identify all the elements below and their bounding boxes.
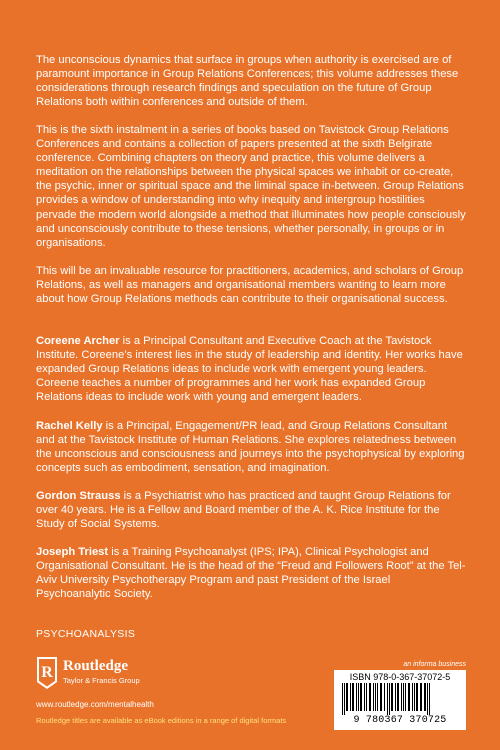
barcode-digits: 9 780367 370725 bbox=[353, 715, 447, 726]
bio-name: Rachel Kelly bbox=[36, 420, 103, 432]
description-paragraph-1 bbox=[36, 53, 466, 109]
publisher-url[interactable]: www.routledge.com/mentalhealth bbox=[36, 700, 154, 709]
bio-text: is a Principal, Engagement/PR lead, and Group Relations Consultant and at the Tavistock Institute of Human Relations. She explores relatedness between the unconscious and consciousness and journeys into the psychophysical by exploring concepts such as embodiment, sensation, and imagination. bbox=[36, 420, 465, 475]
bio-name: Joseph Triest bbox=[36, 546, 109, 558]
description-text-1: The unconscious dynamics that surface in groups when authority is exercised are of paramount importance in Group Relations Conferences; this volume addresses these considerations through research findings and speculation on the future of Group Relations both within conferences and outside of them. bbox=[36, 54, 459, 109]
description-text-3: This will be an invaluable resource for practitioners, academics, and scholars of Group Relations, as well as managers and organisational members wanting to learn more about how Group Relations methods can contribute to their organisational success. bbox=[36, 265, 464, 306]
description-text-2: This is the sixth instalment in a series of books based on Tavistock Group Relations Conferences and contains a collection of papers presented at the sixth Belgirate conference. Combining chapters on theory and practice, this volume delivers a meditation on the relationships between the physical spaces we inhabit or co-create, the psychic, inner or spiritual space and the liminal space in-between. Group Relations provides a window of understanding into why inequity and intergroup hostilities pervade the modern world alongside a method that illuminates how people consciously and unconsciously contribute to these tensions, whether personally, in groups or in organisations. bbox=[36, 124, 466, 249]
bio-coreene-archer bbox=[36, 334, 466, 404]
logo-letter: R bbox=[41, 664, 53, 681]
publisher-name: Routledge bbox=[63, 658, 128, 674]
barcode-icon bbox=[340, 683, 460, 715]
bio-rachel-kelly bbox=[36, 419, 466, 475]
ebook-note: Routledge titles are available as eBook editions in a range of digital formats bbox=[36, 716, 287, 725]
bio-joseph-triest bbox=[36, 545, 466, 601]
category-label: PSYCHOANALYSIS bbox=[36, 628, 136, 640]
informa-business-label: an informa business bbox=[403, 661, 466, 668]
bio-name: Coreene Archer bbox=[36, 335, 120, 347]
publisher-block bbox=[36, 656, 236, 696]
bio-text: is a Principal Consultant and Executive Coach at the Tavistock Institute. Coreene’s interest lies in the study of leadership and identity. Her works have expanded Group Relations ideas to include work with emergent young leaders. Coreene teaches a number of programmes and her work has expanded Group Relations ideas to include work with young and emergent leaders. bbox=[36, 335, 463, 404]
description-paragraph-3 bbox=[36, 264, 466, 306]
bio-text: is a Training Psychoanalyst (IPS; IPA), Clinical Psychologist and Organisational Consultant. He is the head of the “Freud and Followers Root” at the Tel-Aviv University Psychotherapy Program and past President of the Israel Psychoanalytic Society. bbox=[36, 546, 466, 601]
publisher-subtitle: Taylor & Francis Group bbox=[63, 676, 140, 685]
bio-name: Gordon Strauss bbox=[36, 490, 121, 502]
isbn-barcode bbox=[334, 670, 466, 730]
bio-gordon-strauss bbox=[36, 489, 466, 531]
description-paragraph-2 bbox=[36, 123, 466, 250]
bio-text: is a Psychiatrist who has practiced and taught Group Relations for over 40 years. He is a Fellow and Board member of the A. K. Rice Institute for the Study of Social Systems. bbox=[36, 490, 451, 531]
isbn-label: ISBN 978-0-367-37072-5 bbox=[349, 672, 451, 682]
routledge-logo-icon bbox=[36, 656, 58, 690]
